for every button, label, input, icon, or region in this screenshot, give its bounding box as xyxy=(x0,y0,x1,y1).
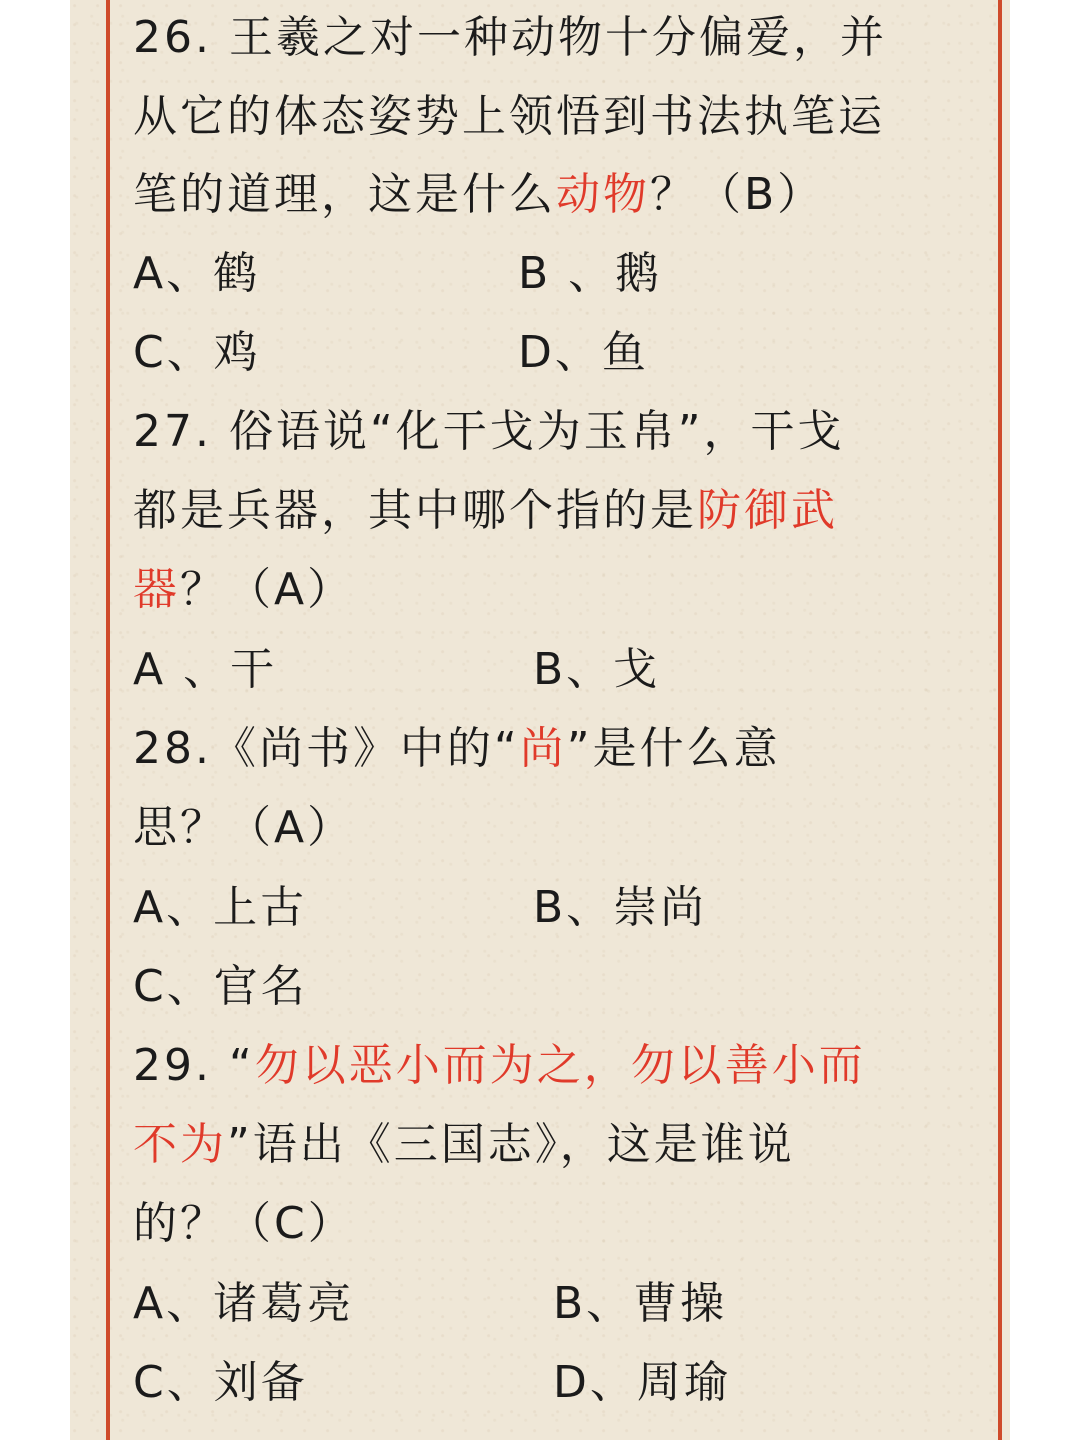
question-text: ”是什么意 xyxy=(566,723,781,774)
question-line xyxy=(133,402,845,462)
question-text: 思？（A） xyxy=(133,802,355,853)
question-text: 29. “ xyxy=(133,1040,255,1091)
question-line xyxy=(133,719,781,779)
question-line xyxy=(133,798,354,858)
right-red-border xyxy=(998,0,1002,1440)
question-line xyxy=(133,560,354,620)
highlight-text: 防御武 xyxy=(697,485,838,536)
option-c: C、官名 xyxy=(133,961,308,1012)
option-c: C、刘备 xyxy=(133,1357,308,1408)
question-text: ？（A） xyxy=(180,564,355,615)
option-b: B、戈 xyxy=(533,644,661,695)
left-red-border xyxy=(106,0,110,1440)
question-text: ”语出《三国志》，这是谁说 xyxy=(227,1119,795,1170)
option-c: C、鸡 xyxy=(133,327,261,378)
highlight-text: 器 xyxy=(133,564,180,615)
option-a: A 、干 xyxy=(133,644,278,695)
question-text: 的？（C） xyxy=(133,1198,355,1249)
question-line xyxy=(133,1115,795,1175)
question-text: ？（B） xyxy=(650,169,825,220)
option-a: A、上古 xyxy=(133,882,308,933)
question-text: 28.《尚书》中的“ xyxy=(133,723,520,774)
highlight-text: 勿以恶小而为之，勿以善小而 xyxy=(254,1040,866,1091)
option-b: B 、鹅 xyxy=(518,248,663,299)
question-line xyxy=(133,87,885,147)
highlight-text: 尚 xyxy=(519,723,567,774)
option-b: B、崇尚 xyxy=(533,882,708,933)
option-a: A、诸葛亮 xyxy=(133,1278,355,1329)
highlight-text: 不为 xyxy=(133,1119,227,1170)
option-b: B、曹操 xyxy=(553,1278,728,1329)
question-line xyxy=(133,165,824,225)
question-text: 从它的体态姿势上领悟到书法执笔运 xyxy=(133,91,885,142)
option-a: A、鹤 xyxy=(133,248,261,299)
question-text: 27. 俗语说“化干戈为玉帛”，干戈 xyxy=(133,406,845,457)
question-line xyxy=(133,8,887,68)
question-line xyxy=(133,481,838,541)
question-line xyxy=(133,1036,866,1096)
option-d: D、鱼 xyxy=(518,327,649,378)
question-text: 笔的道理，这是什么 xyxy=(133,169,556,220)
question-line xyxy=(133,1194,355,1254)
highlight-text: 动物 xyxy=(556,169,650,220)
question-text: 26. 王羲之对一种动物十分偏爱，并 xyxy=(133,12,887,63)
question-text: 都是兵器，其中哪个指的是 xyxy=(133,485,697,536)
option-d: D、周瑜 xyxy=(553,1357,731,1408)
